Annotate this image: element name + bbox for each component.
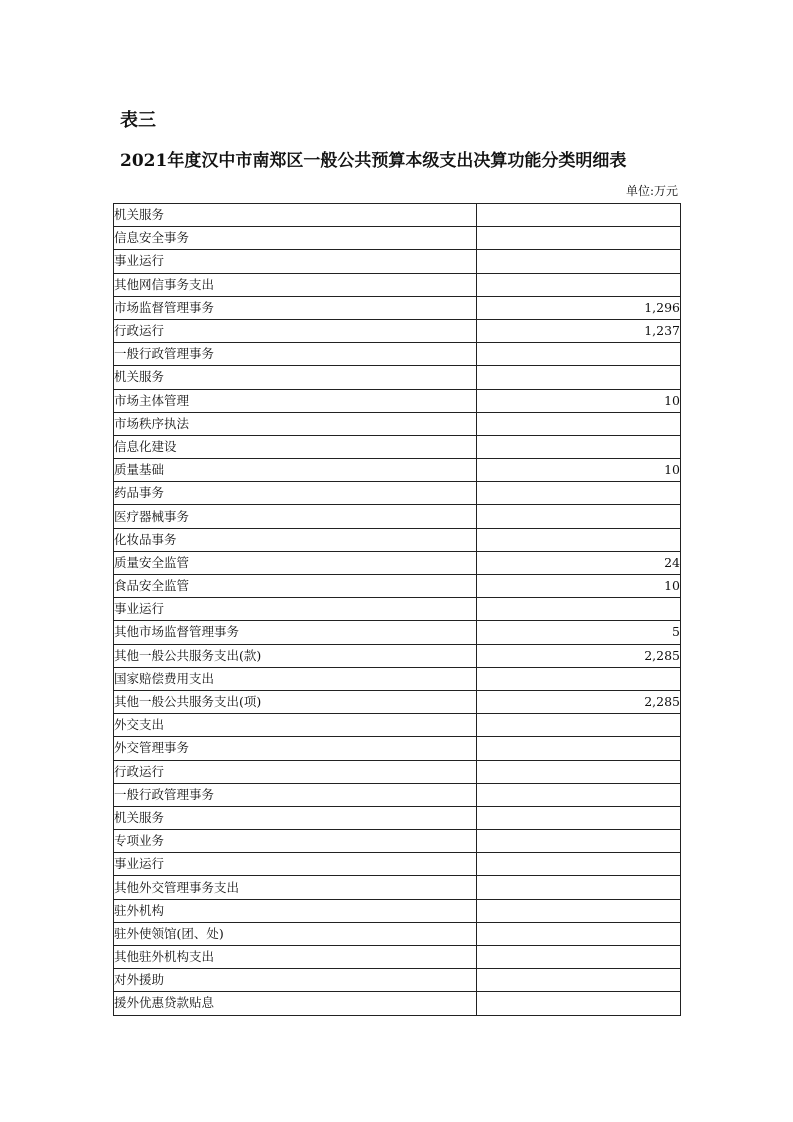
row-category-name: 一般行政管理事务 <box>114 343 477 366</box>
row-amount <box>477 273 681 296</box>
table-row <box>114 690 681 713</box>
row-category-name: 外交管理事务 <box>114 737 477 760</box>
row-amount: 24 <box>477 551 681 574</box>
table-row <box>114 435 681 458</box>
row-amount <box>477 343 681 366</box>
row-category-name: 市场主体管理 <box>114 389 477 412</box>
row-category-name: 机关服务 <box>114 366 477 389</box>
row-category-name: 其他一般公共服务支出(款) <box>114 644 477 667</box>
table-row <box>114 598 681 621</box>
table-row <box>114 876 681 899</box>
table-row <box>114 969 681 992</box>
table-row <box>114 250 681 273</box>
table-row <box>114 412 681 435</box>
row-amount <box>477 737 681 760</box>
table-row <box>114 227 681 250</box>
table-row <box>114 575 681 598</box>
row-amount <box>477 598 681 621</box>
row-amount <box>477 946 681 969</box>
row-amount <box>477 366 681 389</box>
row-category-name: 事业运行 <box>114 250 477 273</box>
row-amount <box>477 922 681 945</box>
table-row <box>114 806 681 829</box>
row-amount: 2,285 <box>477 690 681 713</box>
row-category-name: 机关服务 <box>114 204 477 227</box>
row-amount <box>477 667 681 690</box>
table-row <box>114 644 681 667</box>
row-category-name: 化妆品事务 <box>114 528 477 551</box>
table-row <box>114 922 681 945</box>
row-amount <box>477 528 681 551</box>
row-amount <box>477 830 681 853</box>
row-category-name: 行政运行 <box>114 760 477 783</box>
row-amount <box>477 412 681 435</box>
row-category-name: 医疗器械事务 <box>114 505 477 528</box>
row-amount: 1,237 <box>477 319 681 342</box>
row-category-name: 事业运行 <box>114 598 477 621</box>
table-row <box>114 366 681 389</box>
row-category-name: 药品事务 <box>114 482 477 505</box>
table-body <box>114 204 681 1016</box>
row-category-name: 一般行政管理事务 <box>114 783 477 806</box>
table-row <box>114 830 681 853</box>
row-amount <box>477 783 681 806</box>
row-amount <box>477 204 681 227</box>
row-amount <box>477 227 681 250</box>
row-category-name: 其他网信事务支出 <box>114 273 477 296</box>
row-amount <box>477 992 681 1015</box>
row-category-name: 信息化建设 <box>114 435 477 458</box>
row-category-name: 食品安全监管 <box>114 575 477 598</box>
page-title: 2021年度汉中市南郑区一般公共预算本级支出决算功能分类明细表 <box>120 151 627 171</box>
row-amount <box>477 876 681 899</box>
row-category-name: 行政运行 <box>114 319 477 342</box>
table-row <box>114 667 681 690</box>
table-row <box>114 273 681 296</box>
table-row <box>114 737 681 760</box>
table-row <box>114 551 681 574</box>
row-category-name: 市场秩序执法 <box>114 412 477 435</box>
row-category-name: 其他驻外机构支出 <box>114 946 477 969</box>
row-amount <box>477 969 681 992</box>
table-row <box>114 482 681 505</box>
row-amount <box>477 250 681 273</box>
row-amount <box>477 505 681 528</box>
table-row <box>114 389 681 412</box>
table-row <box>114 528 681 551</box>
table-row <box>114 760 681 783</box>
row-amount <box>477 853 681 876</box>
table-row <box>114 296 681 319</box>
table-row <box>114 204 681 227</box>
row-category-name: 质量基础 <box>114 459 477 482</box>
row-category-name: 对外援助 <box>114 969 477 992</box>
row-category-name: 机关服务 <box>114 806 477 829</box>
row-amount: 10 <box>477 389 681 412</box>
table-row <box>114 714 681 737</box>
row-category-name: 其他外交管理事务支出 <box>114 876 477 899</box>
table-row <box>114 853 681 876</box>
row-category-name: 外交支出 <box>114 714 477 737</box>
row-category-name: 事业运行 <box>114 853 477 876</box>
row-category-name: 其他市场监督管理事务 <box>114 621 477 644</box>
table-row <box>114 319 681 342</box>
row-category-name: 国家赔偿费用支出 <box>114 667 477 690</box>
row-category-name: 驻外机构 <box>114 899 477 922</box>
table-row <box>114 783 681 806</box>
row-category-name: 信息安全事务 <box>114 227 477 250</box>
table-row <box>114 459 681 482</box>
row-amount <box>477 806 681 829</box>
table-row <box>114 505 681 528</box>
row-amount: 5 <box>477 621 681 644</box>
table-row <box>114 899 681 922</box>
row-amount <box>477 760 681 783</box>
row-category-name: 其他一般公共服务支出(项) <box>114 690 477 713</box>
row-category-name: 市场监督管理事务 <box>114 296 477 319</box>
row-category-name: 专项业务 <box>114 830 477 853</box>
row-amount: 10 <box>477 575 681 598</box>
row-amount <box>477 714 681 737</box>
table-row <box>114 946 681 969</box>
row-amount <box>477 435 681 458</box>
row-category-name: 援外优惠贷款贴息 <box>114 992 477 1015</box>
unit-label: 单位:万元 <box>625 184 678 198</box>
table-number-label: 表三 <box>120 110 156 131</box>
row-amount: 2,285 <box>477 644 681 667</box>
row-amount: 1,296 <box>477 296 681 319</box>
row-category-name: 驻外使领馆(团、处) <box>114 922 477 945</box>
row-category-name: 质量安全监管 <box>114 551 477 574</box>
table-row <box>114 621 681 644</box>
expenditure-table <box>113 203 681 1016</box>
row-amount <box>477 482 681 505</box>
row-amount <box>477 899 681 922</box>
table-row <box>114 992 681 1015</box>
row-amount: 10 <box>477 459 681 482</box>
table-row <box>114 343 681 366</box>
